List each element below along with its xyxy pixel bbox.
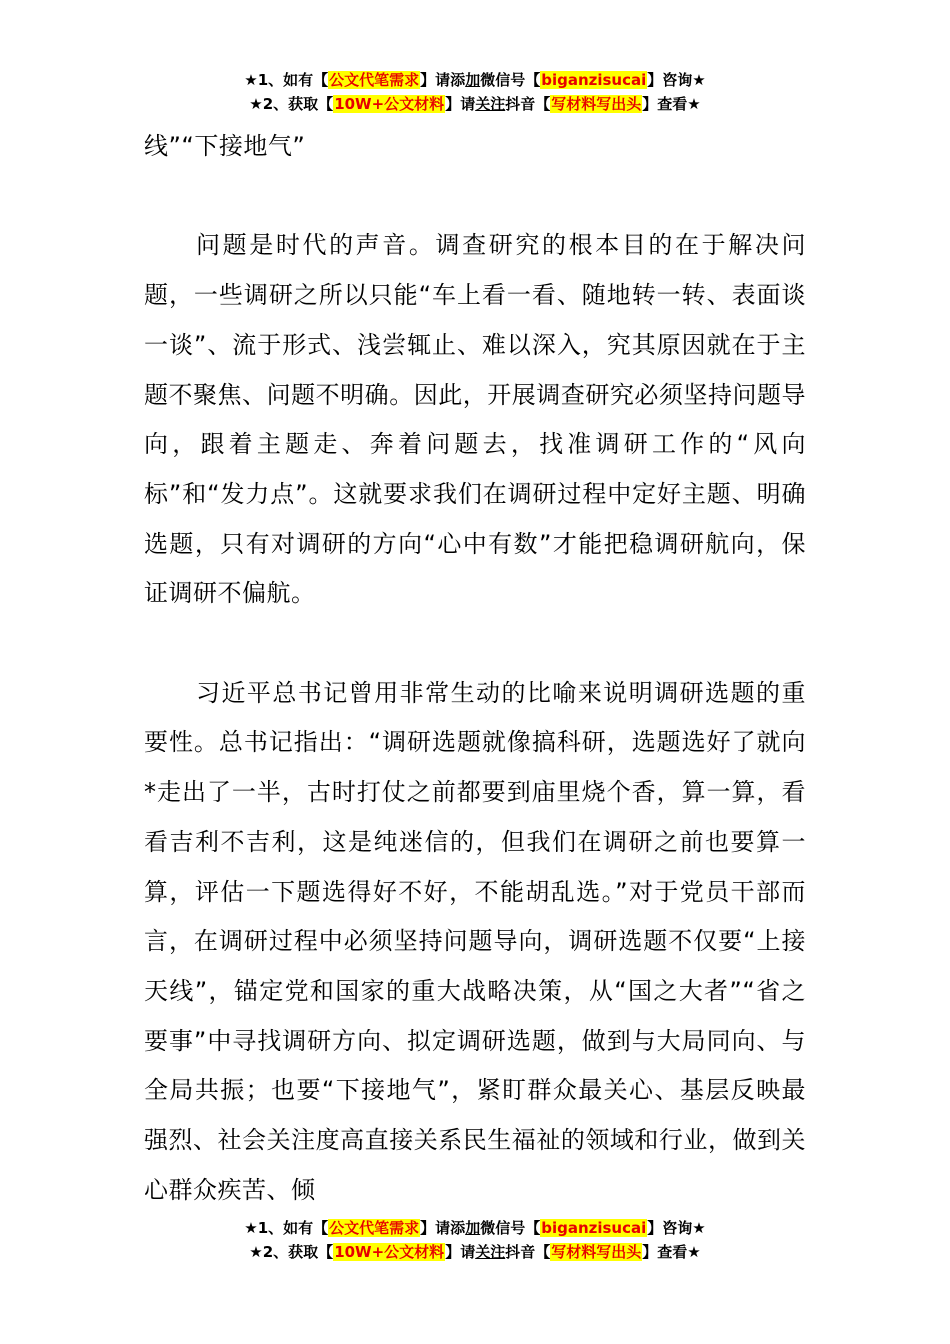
banner-text: 】咨询★ bbox=[647, 1219, 706, 1237]
banner-text: 】请添 bbox=[420, 1219, 466, 1237]
banner-underlined: 加 bbox=[465, 71, 481, 89]
banner-text: 】查看★ bbox=[642, 95, 701, 113]
banner-text: ★2、获取【 bbox=[249, 1243, 334, 1261]
paragraph-gap bbox=[144, 619, 806, 669]
header-banner bbox=[0, 68, 950, 116]
banner-text: 】请 bbox=[445, 95, 476, 113]
banner-text: 】查看★ bbox=[642, 1243, 701, 1261]
document-body bbox=[144, 122, 806, 1215]
banner-highlight: 公文代笔需求 bbox=[329, 1219, 420, 1237]
paragraph-2: 习近平总书记曾用非常生动的比喻来说明调研选题的重要性。总书记指出：“调研选题就像搞科研，选题选好了就向*走出了一半，古时打仗之前都要到庙里烧个香，算一算，看看吉利不吉利，这是纯迷信的，但我们在调研之前也要算一算，评估一下题选得好不好，不能胡乱选。”对于党员干部而言，在调研过程中必须坚持问题导向，调研选题不仅要“上接天线”，锚定党和国家的重大战略决策，从“国之大者”“省之要事”中寻找调研方向、拟定调研选题，做到与大局同向、与全局共振；也要“下接地气”，紧盯群众最关心、基层反映最强烈、社会关注度高直接关系民生福祉的领域和行业，做到关心群众疾苦、倾 bbox=[144, 678, 806, 1204]
banner-highlight: biganzisucai bbox=[541, 71, 647, 89]
paragraph-gap bbox=[144, 172, 806, 222]
banner-text: ★1、如有【 bbox=[244, 1219, 329, 1237]
banner-line-1 bbox=[0, 68, 950, 92]
banner-underlined: 关注 bbox=[475, 1243, 506, 1261]
banner-line-1 bbox=[0, 1216, 950, 1240]
paragraph-1: 问题是时代的声音。调查研究的根本目的在于解决问题，一些调研之所以只能“车上看一看、随地转一转、表面谈一谈”、流于形式、浅尝辄止、难以深入，究其原因就在于主题不聚焦、问题不明确。因此，开展调查研究必须坚持问题导向，跟着主题走、奔着问题去，找准调研工作的“风向标”和“发力点”。这就要求我们在调研过程中定好主题、明确选题，只有对调研的方向“心中有数”才能把稳调研航向，保证调研不偏航。 bbox=[144, 231, 806, 608]
banner-underlined: 加 bbox=[465, 1219, 481, 1237]
banner-highlight: 10W+公文材料 bbox=[334, 95, 445, 113]
banner-highlight: biganzisucai bbox=[541, 1219, 647, 1237]
continuation-line: 线”“下接地气” bbox=[144, 132, 306, 160]
banner-text: 】请添 bbox=[420, 71, 466, 89]
banner-highlight: 写材料写出头 bbox=[551, 1243, 642, 1261]
banner-text: ★2、获取【 bbox=[249, 95, 334, 113]
footer-banner bbox=[0, 1216, 950, 1264]
banner-highlight: 公文代笔需求 bbox=[329, 71, 420, 89]
banner-highlight: 写材料写出头 bbox=[551, 95, 642, 113]
banner-text: 微信号【 bbox=[480, 71, 541, 89]
banner-underlined: 关注 bbox=[475, 95, 506, 113]
banner-text: 抖音【 bbox=[505, 1243, 551, 1261]
banner-text: 】请 bbox=[445, 1243, 476, 1261]
banner-text: ★1、如有【 bbox=[244, 71, 329, 89]
banner-text: 微信号【 bbox=[480, 1219, 541, 1237]
banner-line-2 bbox=[0, 1240, 950, 1264]
banner-line-2 bbox=[0, 92, 950, 116]
banner-text: 】咨询★ bbox=[647, 71, 706, 89]
banner-highlight: 10W+公文材料 bbox=[334, 1243, 445, 1261]
banner-text: 抖音【 bbox=[505, 95, 551, 113]
